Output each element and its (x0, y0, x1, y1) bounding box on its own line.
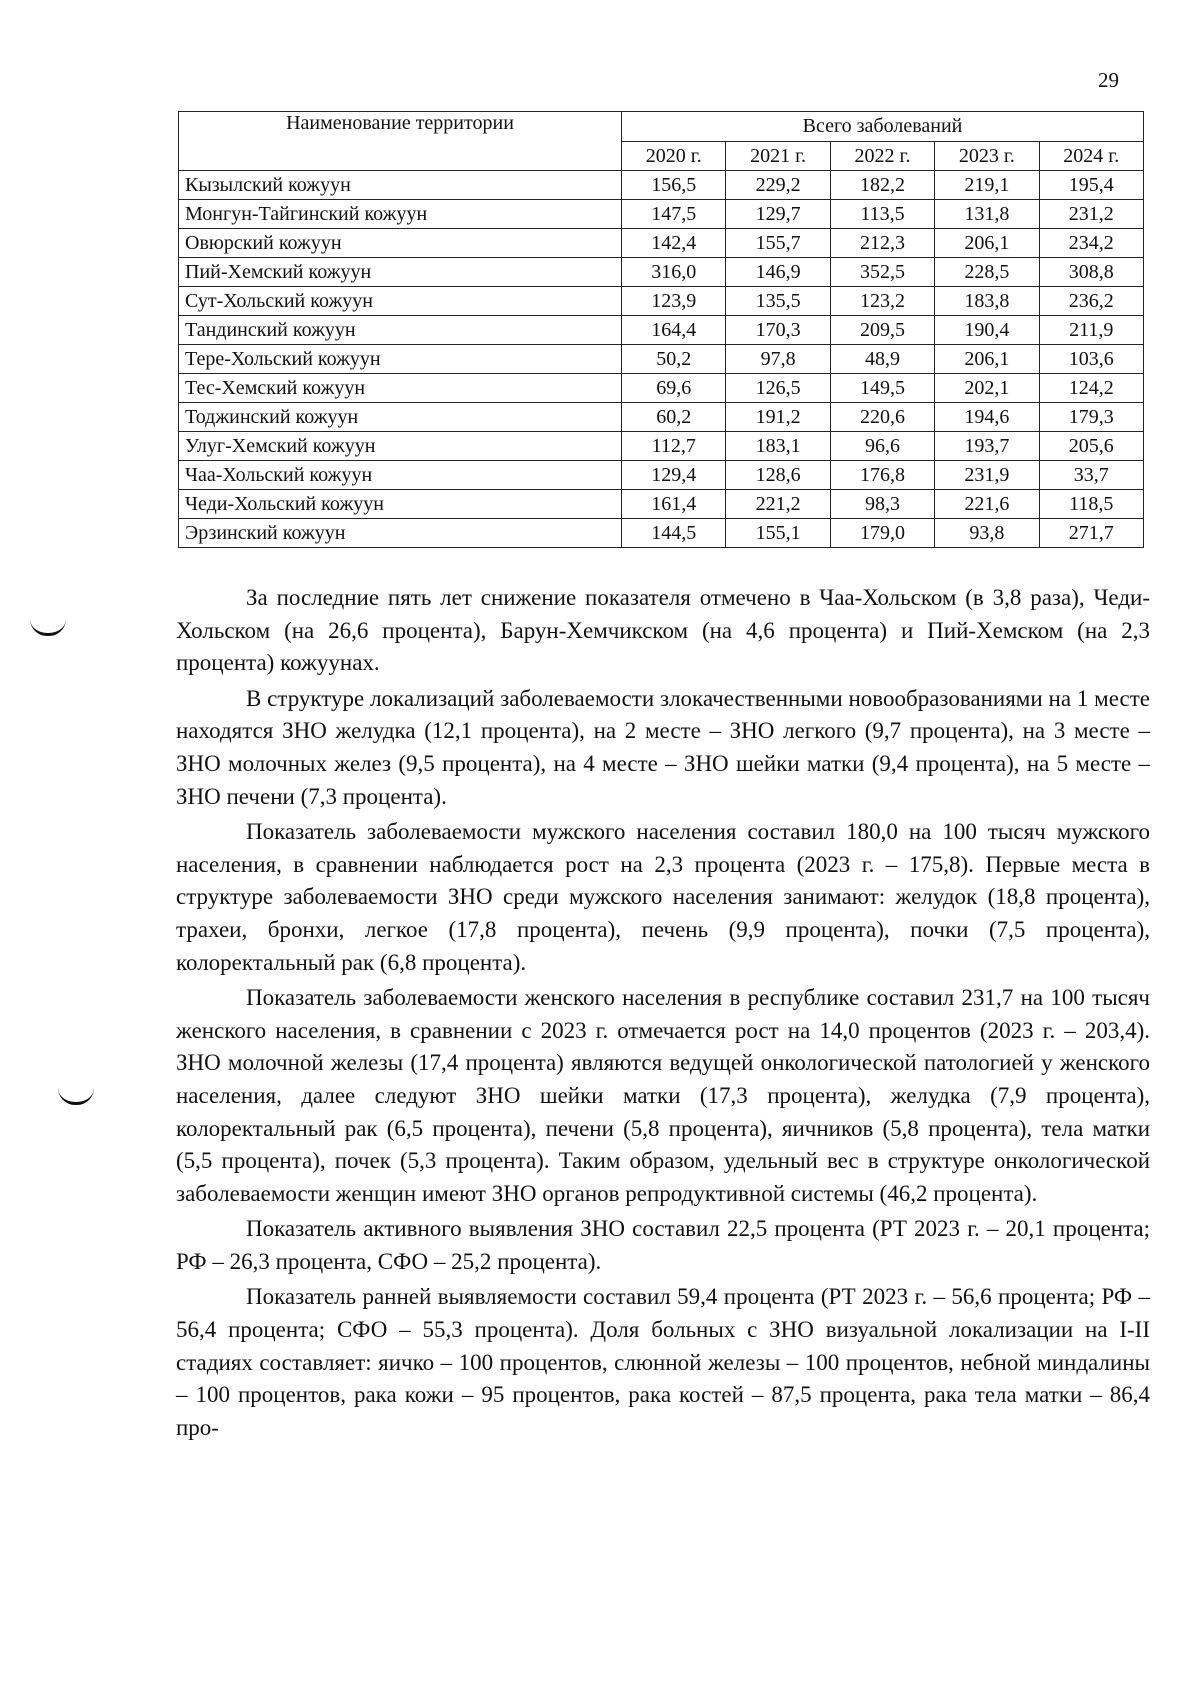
cell-value: 220,6 (830, 403, 934, 432)
table-row (179, 345, 1144, 374)
cell-value: 123,2 (830, 287, 934, 316)
cell-value: 135,5 (726, 287, 830, 316)
body-text (176, 582, 1150, 1447)
cell-value: 147,5 (622, 200, 726, 229)
cell-value: 191,2 (726, 403, 830, 432)
cell-value: 113,5 (830, 200, 934, 229)
cell-value: 69,6 (622, 374, 726, 403)
territory-name: Пий-Хемский кожуун (179, 258, 622, 287)
cell-value: 98,3 (830, 490, 934, 519)
cell-value: 231,9 (935, 461, 1039, 490)
cell-value: 97,8 (726, 345, 830, 374)
cell-value: 271,7 (1039, 519, 1143, 548)
cell-value: 219,1 (935, 171, 1039, 200)
cell-value: 126,5 (726, 374, 830, 403)
table-row (179, 374, 1144, 403)
territory-name: Улуг-Хемский кожуун (179, 432, 622, 461)
cell-value: 206,1 (935, 345, 1039, 374)
cell-value: 33,7 (1039, 461, 1143, 490)
page-number: 29 (1098, 68, 1119, 92)
cell-value: 202,1 (935, 374, 1039, 403)
territory-name: Овюрский кожуун (179, 229, 622, 258)
cell-value: 182,2 (830, 171, 934, 200)
cell-value: 179,3 (1039, 403, 1143, 432)
cell-value: 142,4 (622, 229, 726, 258)
cell-value: 193,7 (935, 432, 1039, 461)
cell-value: 190,4 (935, 316, 1039, 345)
cell-value: 194,6 (935, 403, 1039, 432)
table-row (179, 229, 1144, 258)
cell-value: 155,7 (726, 229, 830, 258)
table-row (179, 258, 1144, 287)
cell-value: 308,8 (1039, 258, 1143, 287)
header-territory: Наименование территории (179, 112, 622, 171)
cell-value: 236,2 (1039, 287, 1143, 316)
table-row (179, 461, 1144, 490)
table-row (179, 200, 1144, 229)
cell-value: 212,3 (830, 229, 934, 258)
cell-value: 50,2 (622, 345, 726, 374)
header-year: 2021 г. (726, 142, 830, 171)
cell-value: 161,4 (622, 490, 726, 519)
cell-value: 183,8 (935, 287, 1039, 316)
table-header-row (179, 112, 1144, 142)
cell-value: 155,1 (726, 519, 830, 548)
paragraph: Показатель заболеваемости мужского населения составил 180,0 на 100 тысяч мужского населения, в сравнении наблюдается рост на 2,3 процента (2023 г. – 175,8). Первые места в структуре заболеваемости ЗНО среди мужского населения занимают: желудок (18,8 процента), трахеи, бронхи, легкое (17,8 процента), печень (9,9 процента), почки (7,5 процента), колоректальный рак (6,8 процента). (176, 819, 1150, 975)
table-body (179, 171, 1144, 548)
paragraph: Показатель активного выявления ЗНО составил 22,5 процента (РТ 2023 г. – 20,1 процента; РФ – 26,3 процента, СФО – 25,2 процента). (176, 1216, 1150, 1274)
cell-value: 129,4 (622, 461, 726, 490)
paragraph: Показатель ранней выявляемости составил 59,4 процента (РТ 2023 г. – 56,6 процента; РФ – 56,4 процента; СФО – 55,3 процента). Доля больных с ЗНО визуальной локализации на I-II стадиях составляет: яичко – 100 процентов, слюнной железы – 100 процентов, небной миндалины – 100 процентов, рака кожи – 95 процентов, рака костей – 87,5 процента, рака тела матки – 86,4 про- (176, 1284, 1150, 1440)
cell-value: 209,5 (830, 316, 934, 345)
table-row (179, 316, 1144, 345)
cell-value: 206,1 (935, 229, 1039, 258)
cell-value: 221,6 (935, 490, 1039, 519)
cell-value: 170,3 (726, 316, 830, 345)
cell-value: 118,5 (1039, 490, 1143, 519)
paragraph: В структуре локализаций заболеваемости злокачественными новообразованиями на 1 месте находятся ЗНО желудка (12,1 процента), на 2 месте – ЗНО легкого (9,7 процента), на 3 месте – ЗНО молочных желез (9,5 процента), на 4 месте – ЗНО шейки матки (9,4 процента), на 5 месте – ЗНО печени (7,3 процента). (176, 685, 1150, 809)
territory-name: Монгун-Тайгинский кожуун (179, 200, 622, 229)
table-row (179, 519, 1144, 548)
table-row (179, 432, 1144, 461)
cell-value: 179,0 (830, 519, 934, 548)
cell-value: 144,5 (622, 519, 726, 548)
territory-name: Чеди-Хольский кожуун (179, 490, 622, 519)
cell-value: 60,2 (622, 403, 726, 432)
table-row (179, 403, 1144, 432)
header-year: 2020 г. (622, 142, 726, 171)
cell-value: 352,5 (830, 258, 934, 287)
cell-value: 131,8 (935, 200, 1039, 229)
header-year: 2024 г. (1039, 142, 1143, 171)
territory-name: Эрзинский кожуун (179, 519, 622, 548)
cell-value: 183,1 (726, 432, 830, 461)
cell-value: 48,9 (830, 345, 934, 374)
cell-value: 146,9 (726, 258, 830, 287)
territory-name: Чаа-Хольский кожуун (179, 461, 622, 490)
header-total-cases: Всего заболеваний (622, 112, 1144, 142)
cell-value: 234,2 (1039, 229, 1143, 258)
cell-value: 228,5 (935, 258, 1039, 287)
cell-value: 316,0 (622, 258, 726, 287)
territory-name: Кызылский кожуун (179, 171, 622, 200)
table-row (179, 287, 1144, 316)
cell-value: 211,9 (1039, 316, 1143, 345)
cell-value: 112,7 (622, 432, 726, 461)
incidence-table (178, 111, 1144, 548)
territory-name: Тере-Хольский кожуун (179, 345, 622, 374)
cell-value: 164,4 (622, 316, 726, 345)
margin-mark-1 (30, 619, 66, 636)
cell-value: 176,8 (830, 461, 934, 490)
header-year: 2022 г. (830, 142, 934, 171)
paragraph: За последние пять лет снижение показателя отмечено в Чаа-Хольском (в 3,8 раза), Чеди-Хольском (на 26,6 процента), Барун-Хемчикском (на 4,6 процента) и Пий-Хемском (на 2,3 процента) кожуунах. (176, 585, 1150, 676)
margin-mark-2 (58, 1088, 94, 1105)
cell-value: 123,9 (622, 287, 726, 316)
cell-value: 93,8 (935, 519, 1039, 548)
paragraph: Показатель заболеваемости женского населения в республике составил 231,7 на 100 тысяч женского населения, в сравнении с 2023 г. отмечается рост на 14,0 процентов (2023 г. – 203,4). ЗНО молочной железы (17,4 процента) являются ведущей онкологической патологией у женского населения, далее следуют ЗНО шейки матки (17,3 процента), желудка (7,9 процента), колоректальный рак (6,5 процента), печени (5,8 процента), яичников (5,8 процента), тела матки (5,5 процента), почек (5,3 процента). Таким образом, удельный вес в структуре онкологической заболеваемости женщин имеют ЗНО органов репродуктивной системы (46,2 процента). (176, 985, 1150, 1206)
territory-name: Тоджинский кожуун (179, 403, 622, 432)
territory-name: Тес-Хемский кожуун (179, 374, 622, 403)
cell-value: 124,2 (1039, 374, 1143, 403)
header-year: 2023 г. (935, 142, 1039, 171)
table-row (179, 171, 1144, 200)
cell-value: 195,4 (1039, 171, 1143, 200)
cell-value: 229,2 (726, 171, 830, 200)
cell-value: 103,6 (1039, 345, 1143, 374)
territory-name: Сут-Хольский кожуун (179, 287, 622, 316)
cell-value: 149,5 (830, 374, 934, 403)
cell-value: 205,6 (1039, 432, 1143, 461)
table-row (179, 490, 1144, 519)
cell-value: 96,6 (830, 432, 934, 461)
territory-name: Тандинский кожуун (179, 316, 622, 345)
cell-value: 221,2 (726, 490, 830, 519)
cell-value: 129,7 (726, 200, 830, 229)
cell-value: 128,6 (726, 461, 830, 490)
cell-value: 156,5 (622, 171, 726, 200)
cell-value: 231,2 (1039, 200, 1143, 229)
